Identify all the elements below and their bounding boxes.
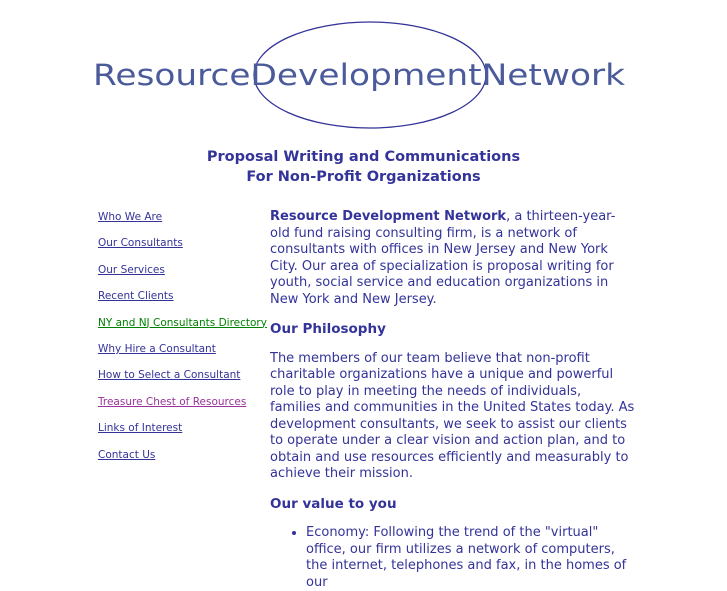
value-list [270, 525, 635, 591]
nav-link-why-hire[interactable]: Why Hire a Consultant [98, 342, 216, 355]
nav-link-recent-clients[interactable]: Recent Clients [98, 290, 174, 303]
nav-link-consultants-directory[interactable]: NY and NJ Consultants Directory [98, 316, 267, 329]
logo-text [93, 58, 625, 92]
philosophy-heading: Our Philosophy [270, 321, 386, 337]
logo-word-network: Network [481, 58, 603, 92]
tagline-line-1: Proposal Writing and Communications [206, 149, 521, 165]
intro-company-name: Resource Development Network [270, 209, 507, 224]
nav-link-contact-us[interactable]: Contact Us [98, 448, 156, 461]
philosophy-paragraph: The members of our team believe that non-profit charitable organizations have a unique and powerful role to play in meeting the needs of individuals, families and communities in the United States today. As development consultants, we seek to assist our clients to operate under a clear vision and action plan, and to obtain and use resources efficiently and measurably to achieve their mission. [270, 350, 635, 481]
logo-word-development: Development [250, 58, 446, 92]
nav-link-our-services[interactable]: Our Services [98, 263, 165, 276]
tagline [0, 147, 727, 187]
nav-link-who-we-are[interactable]: Who We Are [98, 211, 163, 223]
nav-link-treasure-chest[interactable]: Treasure Chest of Resources [98, 395, 247, 408]
logo-word-resource: Resource [93, 58, 226, 92]
tagline-line-2: For Non-Profit Organizations [246, 169, 481, 185]
intro-text: , a thirteen-year-old fund raising consulting firm, is a network of consultants with offices in New Jersey and New York City. Our area of specialization is proposal writing for youth, social service and education organizations in New York and New Jersey. [270, 209, 616, 307]
value-heading: Our value to you [270, 495, 397, 512]
sidebar-nav [98, 210, 273, 474]
main-content [270, 209, 635, 591]
nav-link-links-of-interest[interactable]: Links of Interest [98, 422, 183, 435]
nav-link-our-consultants[interactable]: Our Consultants [98, 237, 183, 250]
intro-paragraph [270, 209, 635, 308]
nav-link-how-to-select[interactable]: How to Select a Consultant [98, 369, 241, 382]
value-list-item: • Economy: Following the trend of the "virtual" office, our firm utilizes a network of computers, the internet, telephones and fax, in the homes of our [306, 525, 635, 591]
site-logo[interactable] [0, 0, 727, 140]
logo-graphic [0, 0, 727, 140]
